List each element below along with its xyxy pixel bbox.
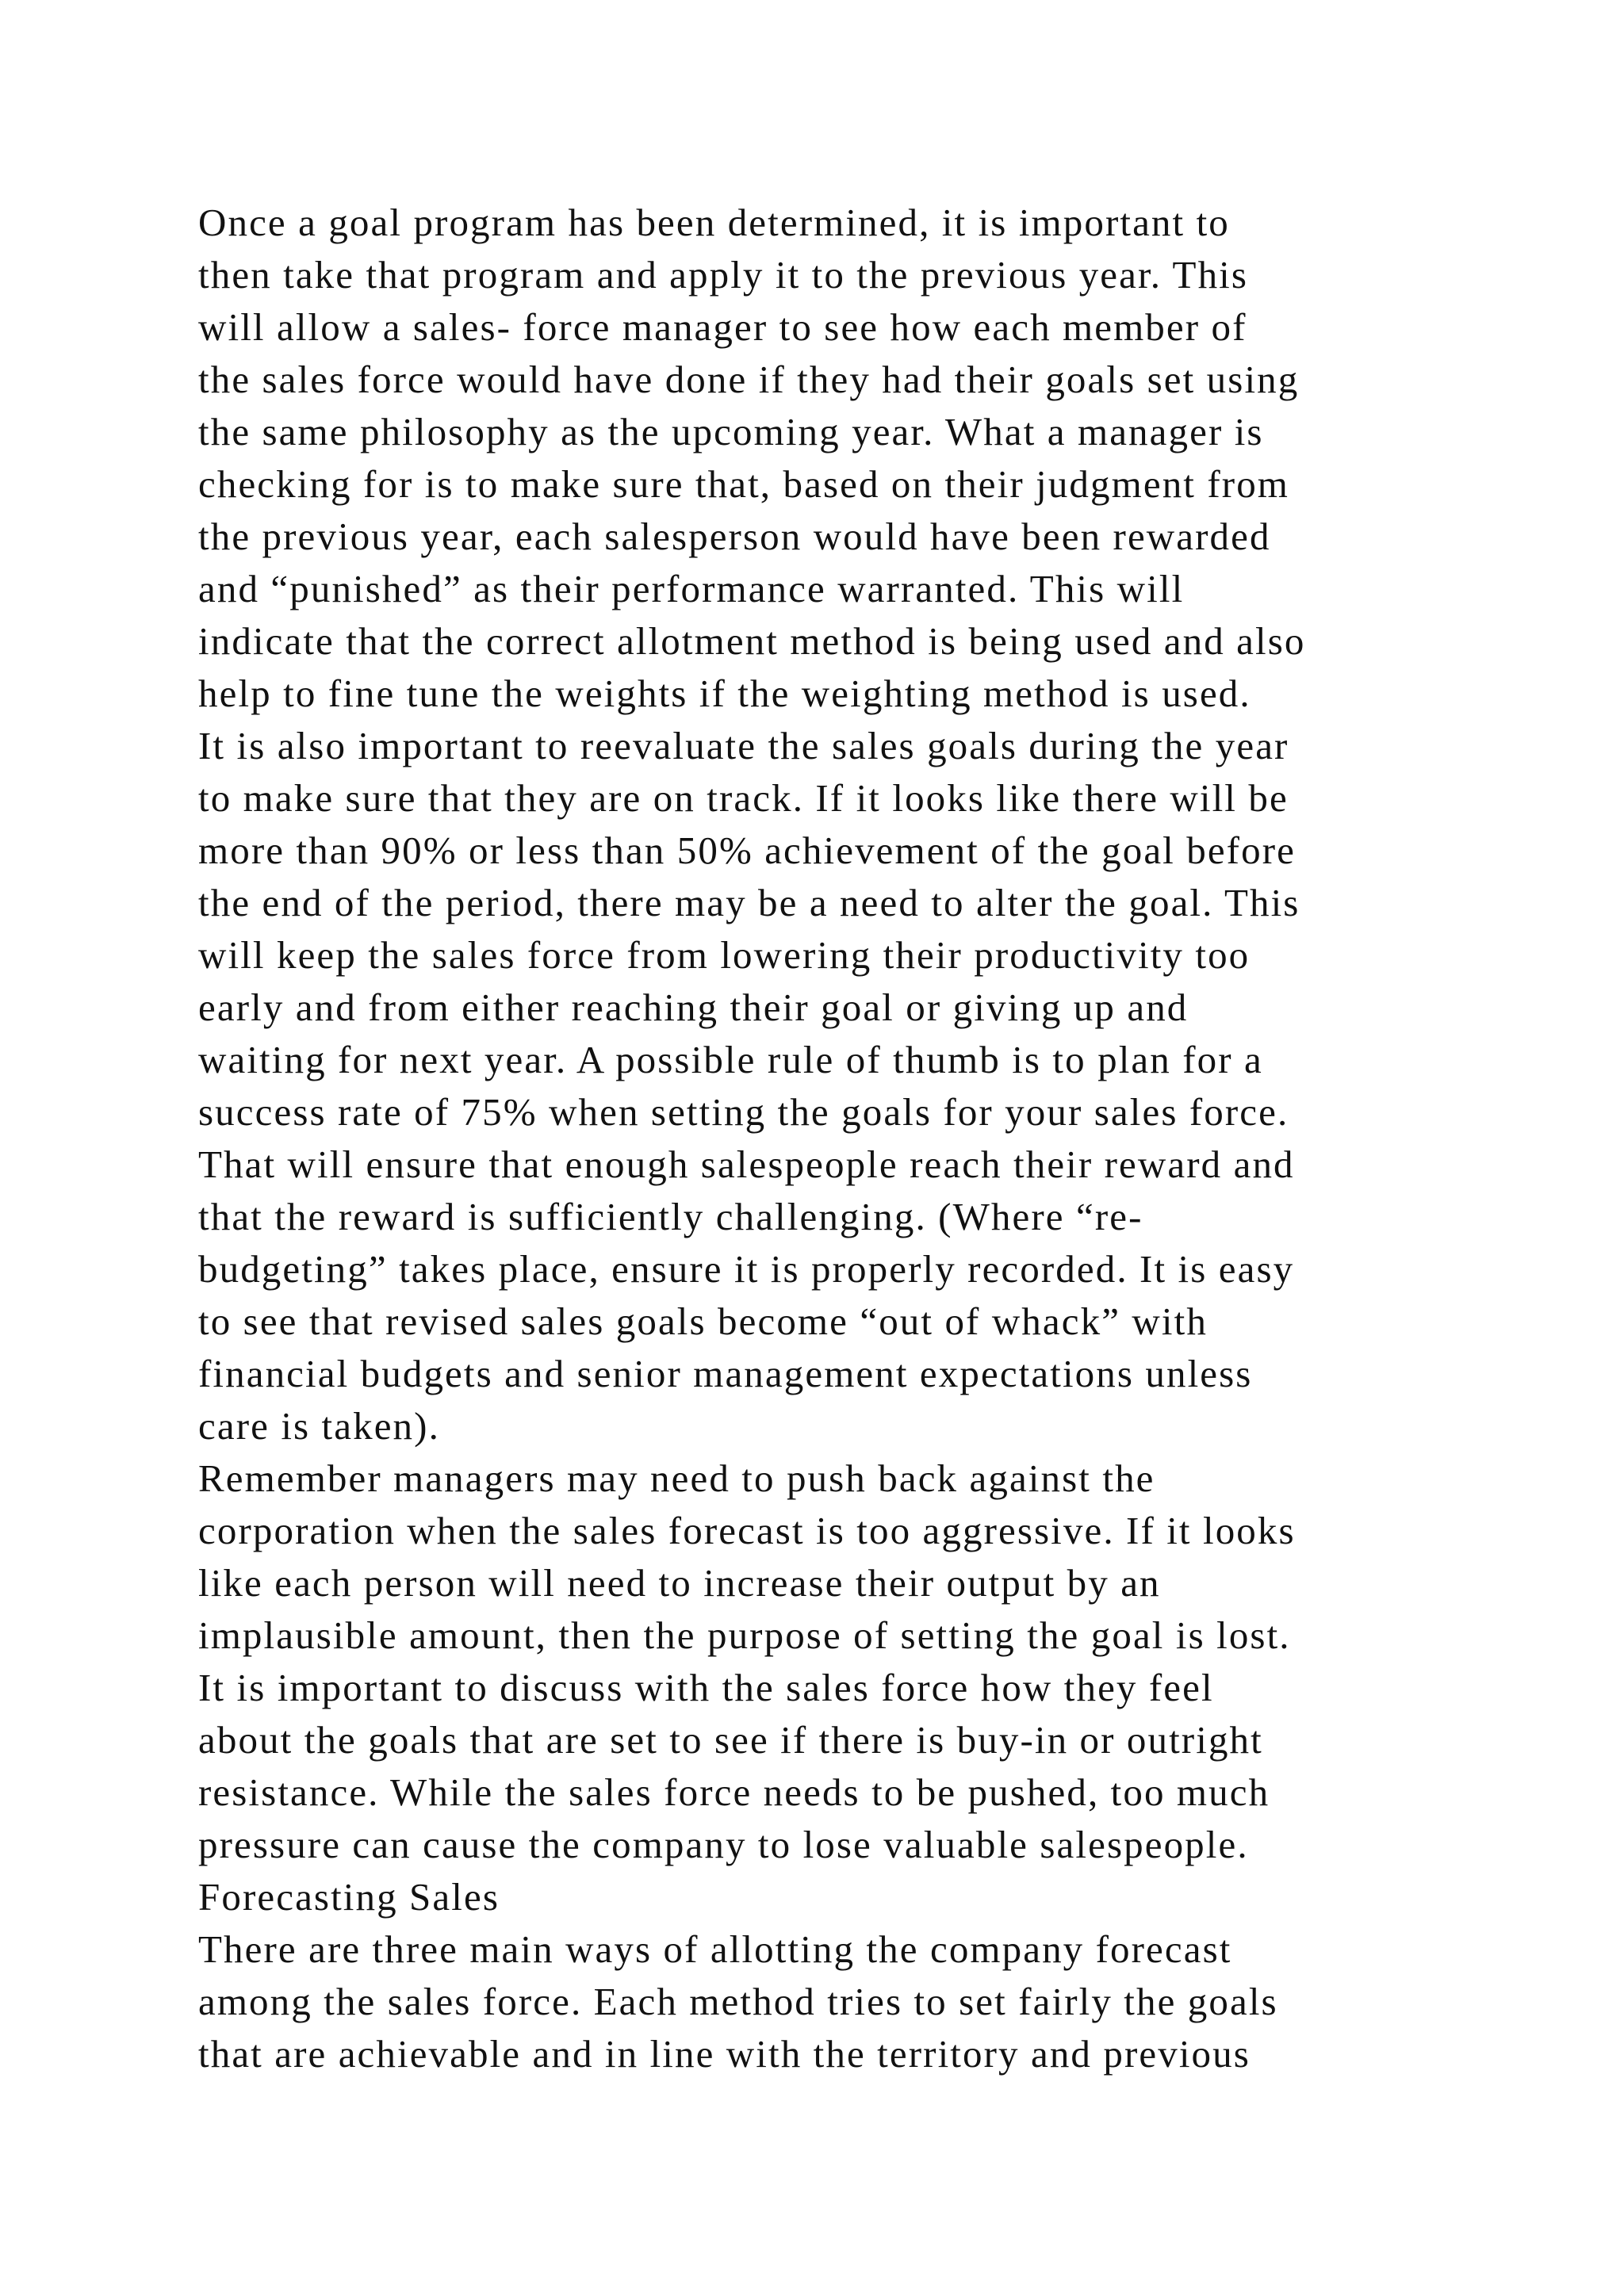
text-line: resistance. While the sales force needs to be pushed, too much (198, 1770, 1270, 1814)
text-line: about the goals that are set to see if there is buy-in or outright (198, 1718, 1263, 1762)
text-line: care is taken). (198, 1404, 440, 1448)
text-line: checking for is to make sure that, based on their judgment from (198, 462, 1290, 506)
text-line: success rate of 75% when setting the goals for your sales force. (198, 1090, 1289, 1134)
text-line: that are achievable and in line with the territory and previous (198, 2032, 1251, 2076)
text-line: help to fine tune the weights if the weighting method is used. (198, 672, 1251, 715)
section-heading: Forecasting Sales (198, 1875, 500, 1919)
text-line: pressure can cause the company to lose valuable salespeople. (198, 1823, 1249, 1866)
text-line: waiting for next year. A possible rule of thumb is to plan for a (198, 1038, 1263, 1081)
text-line: and “punished” as their performance warranted. This will (198, 567, 1185, 610)
text-line: corporation when the sales forecast is too aggressive. If it looks (198, 1509, 1296, 1552)
text-line: Once a goal program has been determined, it is important to (198, 201, 1230, 244)
text-line: the same philosophy as the upcoming year. What a manager is (198, 410, 1264, 453)
text-line: budgeting” takes place, ensure it is properly recorded. It is easy (198, 1247, 1295, 1291)
text-line: will keep the sales force from lowering their productivity too (198, 933, 1251, 977)
text-line: indicate that the correct allotment method is being used and also (198, 619, 1306, 663)
text-line: It is also important to reevaluate the sales goals during the year (198, 724, 1289, 767)
text-line: early and from either reaching their goal or giving up and (198, 985, 1189, 1029)
text-line: that the reward is sufficiently challenging. (Where “re- (198, 1195, 1143, 1238)
text-line: Remember managers may need to push back against the (198, 1456, 1155, 1500)
text-line: financial budgets and senior management expectations unless (198, 1352, 1253, 1395)
text-line: There are three main ways of allotting the company forecast (198, 1927, 1232, 1971)
text-line: among the sales force. Each method tries to set fairly the goals (198, 1980, 1278, 2023)
text-line: to make sure that they are on track. If it looks like there will be (198, 776, 1289, 820)
text-line: more than 90% or less than 50% achievement of the goal before (198, 828, 1296, 872)
text-line: That will ensure that enough salespeople reach their reward and (198, 1142, 1295, 1186)
text-line: will allow a sales- force manager to see how each member of (198, 305, 1247, 349)
text-line: to see that revised sales goals become “out of whack” with (198, 1299, 1208, 1343)
text-line: the sales force would have done if they had their goals set using (198, 358, 1300, 401)
text-line: the end of the period, there may be a need to alter the goal. This (198, 881, 1300, 924)
text-line: then take that program and apply it to the previous year. This (198, 253, 1249, 297)
text-line: implausible amount, then the purpose of setting the goal is lost. (198, 1613, 1291, 1657)
text-line: like each person will need to increase their output by an (198, 1561, 1161, 1605)
text-line: It is important to discuss with the sales force how they feel (198, 1666, 1214, 1709)
text-line: the previous year, each salesperson would have been rewarded (198, 515, 1271, 558)
body-text (198, 197, 1483, 2080)
